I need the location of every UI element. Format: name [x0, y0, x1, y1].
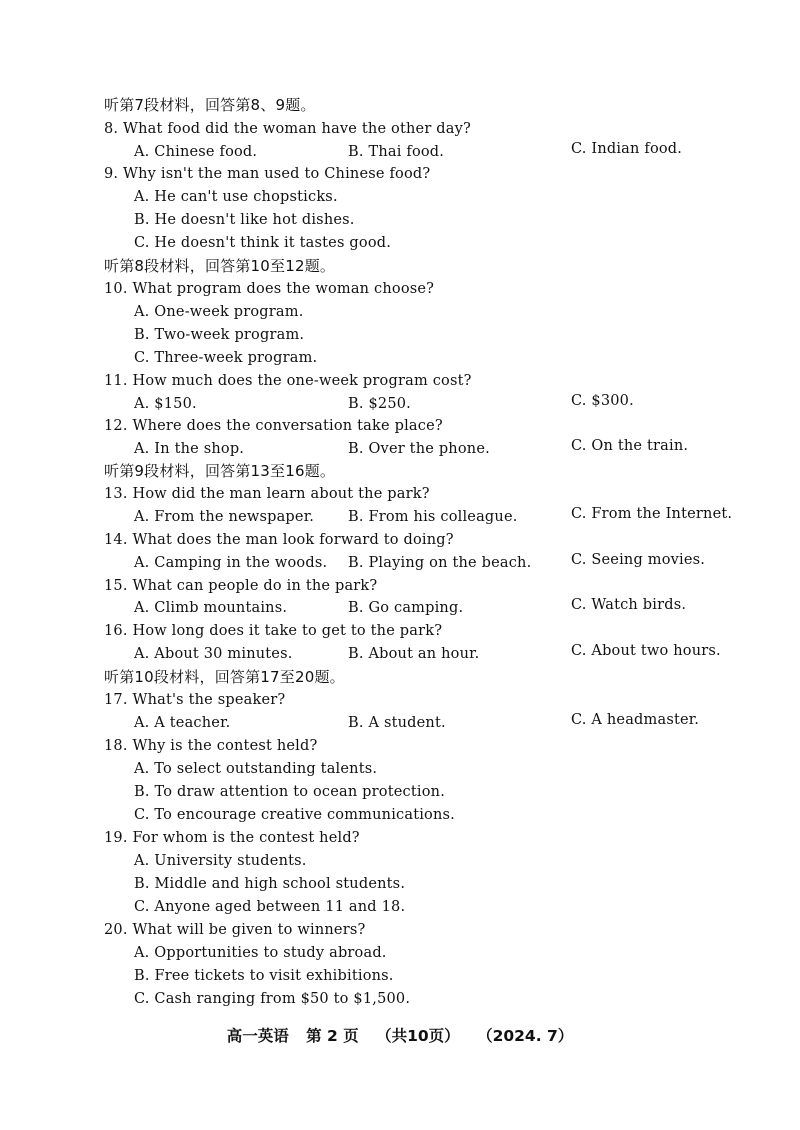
option-19c: C. Anyone aged between 11 and 18.	[134, 899, 406, 915]
option-11b: B. $250.	[348, 396, 411, 412]
option-17b: B. A student.	[348, 715, 446, 731]
question-9: 9. Why isn't the man used to Chinese food?	[104, 166, 431, 182]
option-15b: B. Go camping.	[348, 600, 464, 616]
option-20a: A. Opportunities to study abroad.	[134, 945, 387, 961]
question-18: 18. Why is the contest held?	[104, 738, 318, 754]
option-16c: C. About two hours.	[571, 643, 721, 659]
question-17: 17. What's the speaker?	[104, 692, 286, 708]
option-10c: C. Three-week program.	[134, 350, 318, 366]
question-10: 10. What program does the woman choose?	[104, 281, 435, 297]
option-14c: C. Seeing movies.	[571, 552, 706, 568]
question-15: 15. What can people do in the park?	[104, 578, 378, 594]
page-footer	[0, 1024, 800, 1046]
option-16a: A. About 30 minutes.	[134, 646, 293, 662]
option-18b: B. To draw attention to ocean protection.	[134, 784, 446, 800]
option-14a: A. Camping in the woods.	[134, 555, 328, 571]
section-heading: 听第9段材料，回答第13至16题。	[104, 462, 336, 480]
option-12a: A. In the shop.	[134, 441, 245, 457]
footer-total-pages: （共10页）	[376, 1027, 460, 1045]
option-17a: A. A teacher.	[134, 715, 231, 731]
option-17c: C. A headmaster.	[571, 712, 700, 728]
footer-subject: 高一英语	[226, 1027, 289, 1045]
option-11a: A. $150.	[134, 396, 197, 412]
question-19: 19. For whom is the contest held?	[104, 830, 360, 846]
option-16b: B. About an hour.	[348, 646, 480, 662]
option-8b: B. Thai food.	[348, 144, 445, 160]
question-13: 13. How did the man learn about the park?	[104, 486, 430, 502]
option-8a: A. Chinese food.	[134, 144, 258, 160]
option-10b: B. Two-week program.	[134, 327, 305, 343]
option-13c: C. From the Internet.	[571, 506, 733, 522]
option-15c: C. Watch birds.	[571, 597, 687, 613]
footer-page-number: 第 2 页	[306, 1027, 359, 1045]
section-heading: 听第7段材料，回答第8、9题。	[104, 96, 316, 114]
question-8: 8. What food did the woman have the other day?	[104, 121, 471, 137]
option-20c: C. Cash ranging from $50 to $1,500.	[134, 991, 411, 1007]
footer-date: （2024. 7）	[477, 1027, 574, 1045]
option-18c: C. To encourage creative communications.	[134, 807, 455, 823]
option-19a: A. University students.	[134, 853, 307, 869]
question-14: 14. What does the man look forward to doing?	[104, 532, 454, 548]
option-20b: B. Free tickets to visit exhibitions.	[134, 968, 394, 984]
section-heading: 听第8段材料，回答第10至12题。	[104, 257, 336, 275]
question-16: 16. How long does it take to get to the park?	[104, 623, 443, 639]
option-10a: A. One-week program.	[134, 304, 304, 320]
option-11c: C. $300.	[571, 393, 634, 409]
option-8c: C. Indian food.	[571, 141, 683, 157]
question-20: 20. What will be given to winners?	[104, 922, 366, 938]
option-15a: A. Climb mountains.	[134, 600, 288, 616]
question-12: 12. Where does the conversation take place?	[104, 418, 443, 434]
option-9a: A. He can't use chopsticks.	[134, 189, 338, 205]
option-13a: A. From the newspaper.	[134, 509, 315, 525]
option-19b: B. Middle and high school students.	[134, 876, 406, 892]
option-14b: B. Playing on the beach.	[348, 555, 532, 571]
option-9b: B. He doesn't like hot dishes.	[134, 212, 355, 228]
option-13b: B. From his colleague.	[348, 509, 518, 525]
option-12b: B. Over the phone.	[348, 441, 490, 457]
option-18a: A. To select outstanding talents.	[134, 761, 378, 777]
section-heading: 听第10段材料，回答第17至20题。	[104, 668, 345, 686]
option-12c: C. On the train.	[571, 438, 689, 454]
option-9c: C. He doesn't think it tastes good.	[134, 235, 392, 251]
question-11: 11. How much does the one-week program cost?	[104, 373, 472, 389]
